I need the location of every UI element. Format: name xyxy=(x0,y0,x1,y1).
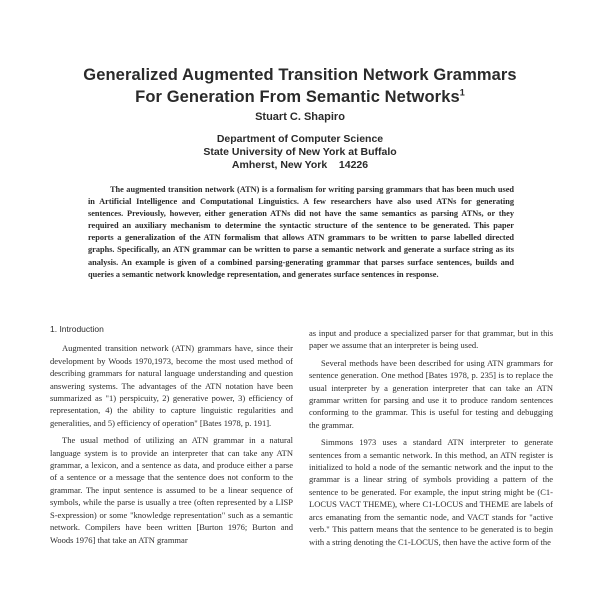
affiliation xyxy=(0,133,600,172)
title-line-2-text: For Generation From Semantic Networks xyxy=(135,88,460,106)
right-paragraph-2: Several methods have been described for using ATN grammars for sentence generation. One method [Bates 1978, p. 235] is to replace the usual interpreter by a generation interpreter that can take an ATN grammar written for parsing and use it to produce random sentences conforming to the grammar. This is useful for testing and debugging the grammar. xyxy=(309,357,553,430)
right-column xyxy=(309,327,553,553)
right-paragraph-1: as input and produce a specialized parser for that grammar, but in this paper we assume that an interpreter is being used. xyxy=(309,328,553,351)
paper-title xyxy=(0,64,600,108)
left-column xyxy=(50,323,293,551)
title-line-2 xyxy=(0,86,600,108)
affiliation-city: Amherst, New York 14226 xyxy=(231,159,369,171)
section-heading: 1. Introduction xyxy=(50,324,104,334)
affiliation-department: Department of Computer Science xyxy=(216,133,384,145)
left-paragraph-2: The usual method of utilizing an ATN grammar in a natural language system is to provide an interpreter that can take any ATN grammar, a lexicon, and a sentence as data, and produce either a parse of a sentence or a message that the sentence does not conform to the grammar. The input sentence is assumed to be a linear sequence of symbols, while the parse is usually a tree (often represented by a LISP S-expression) or some "knowledge representation" such as a semantic network. Compilers have been written [Burton 1976; Burton and Woods 1976] that take an ATN grammar xyxy=(50,435,293,545)
author-name: Stuart C. Shapiro xyxy=(255,111,345,123)
abstract: The augmented transition network (ATN) is a formalism for writing parsing grammars that has been much used in Artificial Intelligence and Computational Linguistics. A few researchers have also used ATNs for generating sentences. Previously, however, either generation ATNs did not have the same semantics as parsing ATNs, or they required an auxiliary mechanism to determine the syntactic structure of the sentence to be generated. This paper reports a generalization of the ATN formalism that allows ATN grammars to be written to parse labelled directed graphs. Specifically, an ATN grammar can be written to parse a semantic network and generate a surface string as its analysis. An example is given of a combined parsing-generating grammar that parses surface sentences, builds and queries a semantic network knowledge representation, and generates surface sentences in response. xyxy=(88,185,514,279)
title-line-1: Generalized Augmented Transition Network Grammars xyxy=(83,66,517,84)
right-paragraph-3: Simmons 1973 uses a standard ATN interpreter to generate sentences from a semantic network. In this method, an ATN register is initialized to hold a node of the semantic network and the input to the grammar is a linear string of symbols providing a pattern of the sentence to be generated. For example, the input string might be (C1-LOCUS VACT THEME), where C1-LOCUS and THEME are labels of arcs emanating from the semantic node, and VACT stands for "active verb." This pattern means that the sentence to be generated is to begin with a string denoting the C1-LOCUS, then have the active form of the xyxy=(309,437,553,547)
footnote-mark: 1 xyxy=(459,87,465,98)
left-paragraph-1: Augmented transition network (ATN) grammars have, since their development by Woods 1970,1973, become the most used method of describing grammars for natural language understanding and question answering systems. The advantages of the ATN notation have been summarized as "1) perspicuity, 2) generative power, 3) efficiency of representation, 4) the ability to capture linguistic regularities and generalities, and 5) efficiency of operation" [Bates 1978, p. 191]. xyxy=(50,343,293,428)
affiliation-university: State University of New York at Buffalo xyxy=(203,146,397,158)
